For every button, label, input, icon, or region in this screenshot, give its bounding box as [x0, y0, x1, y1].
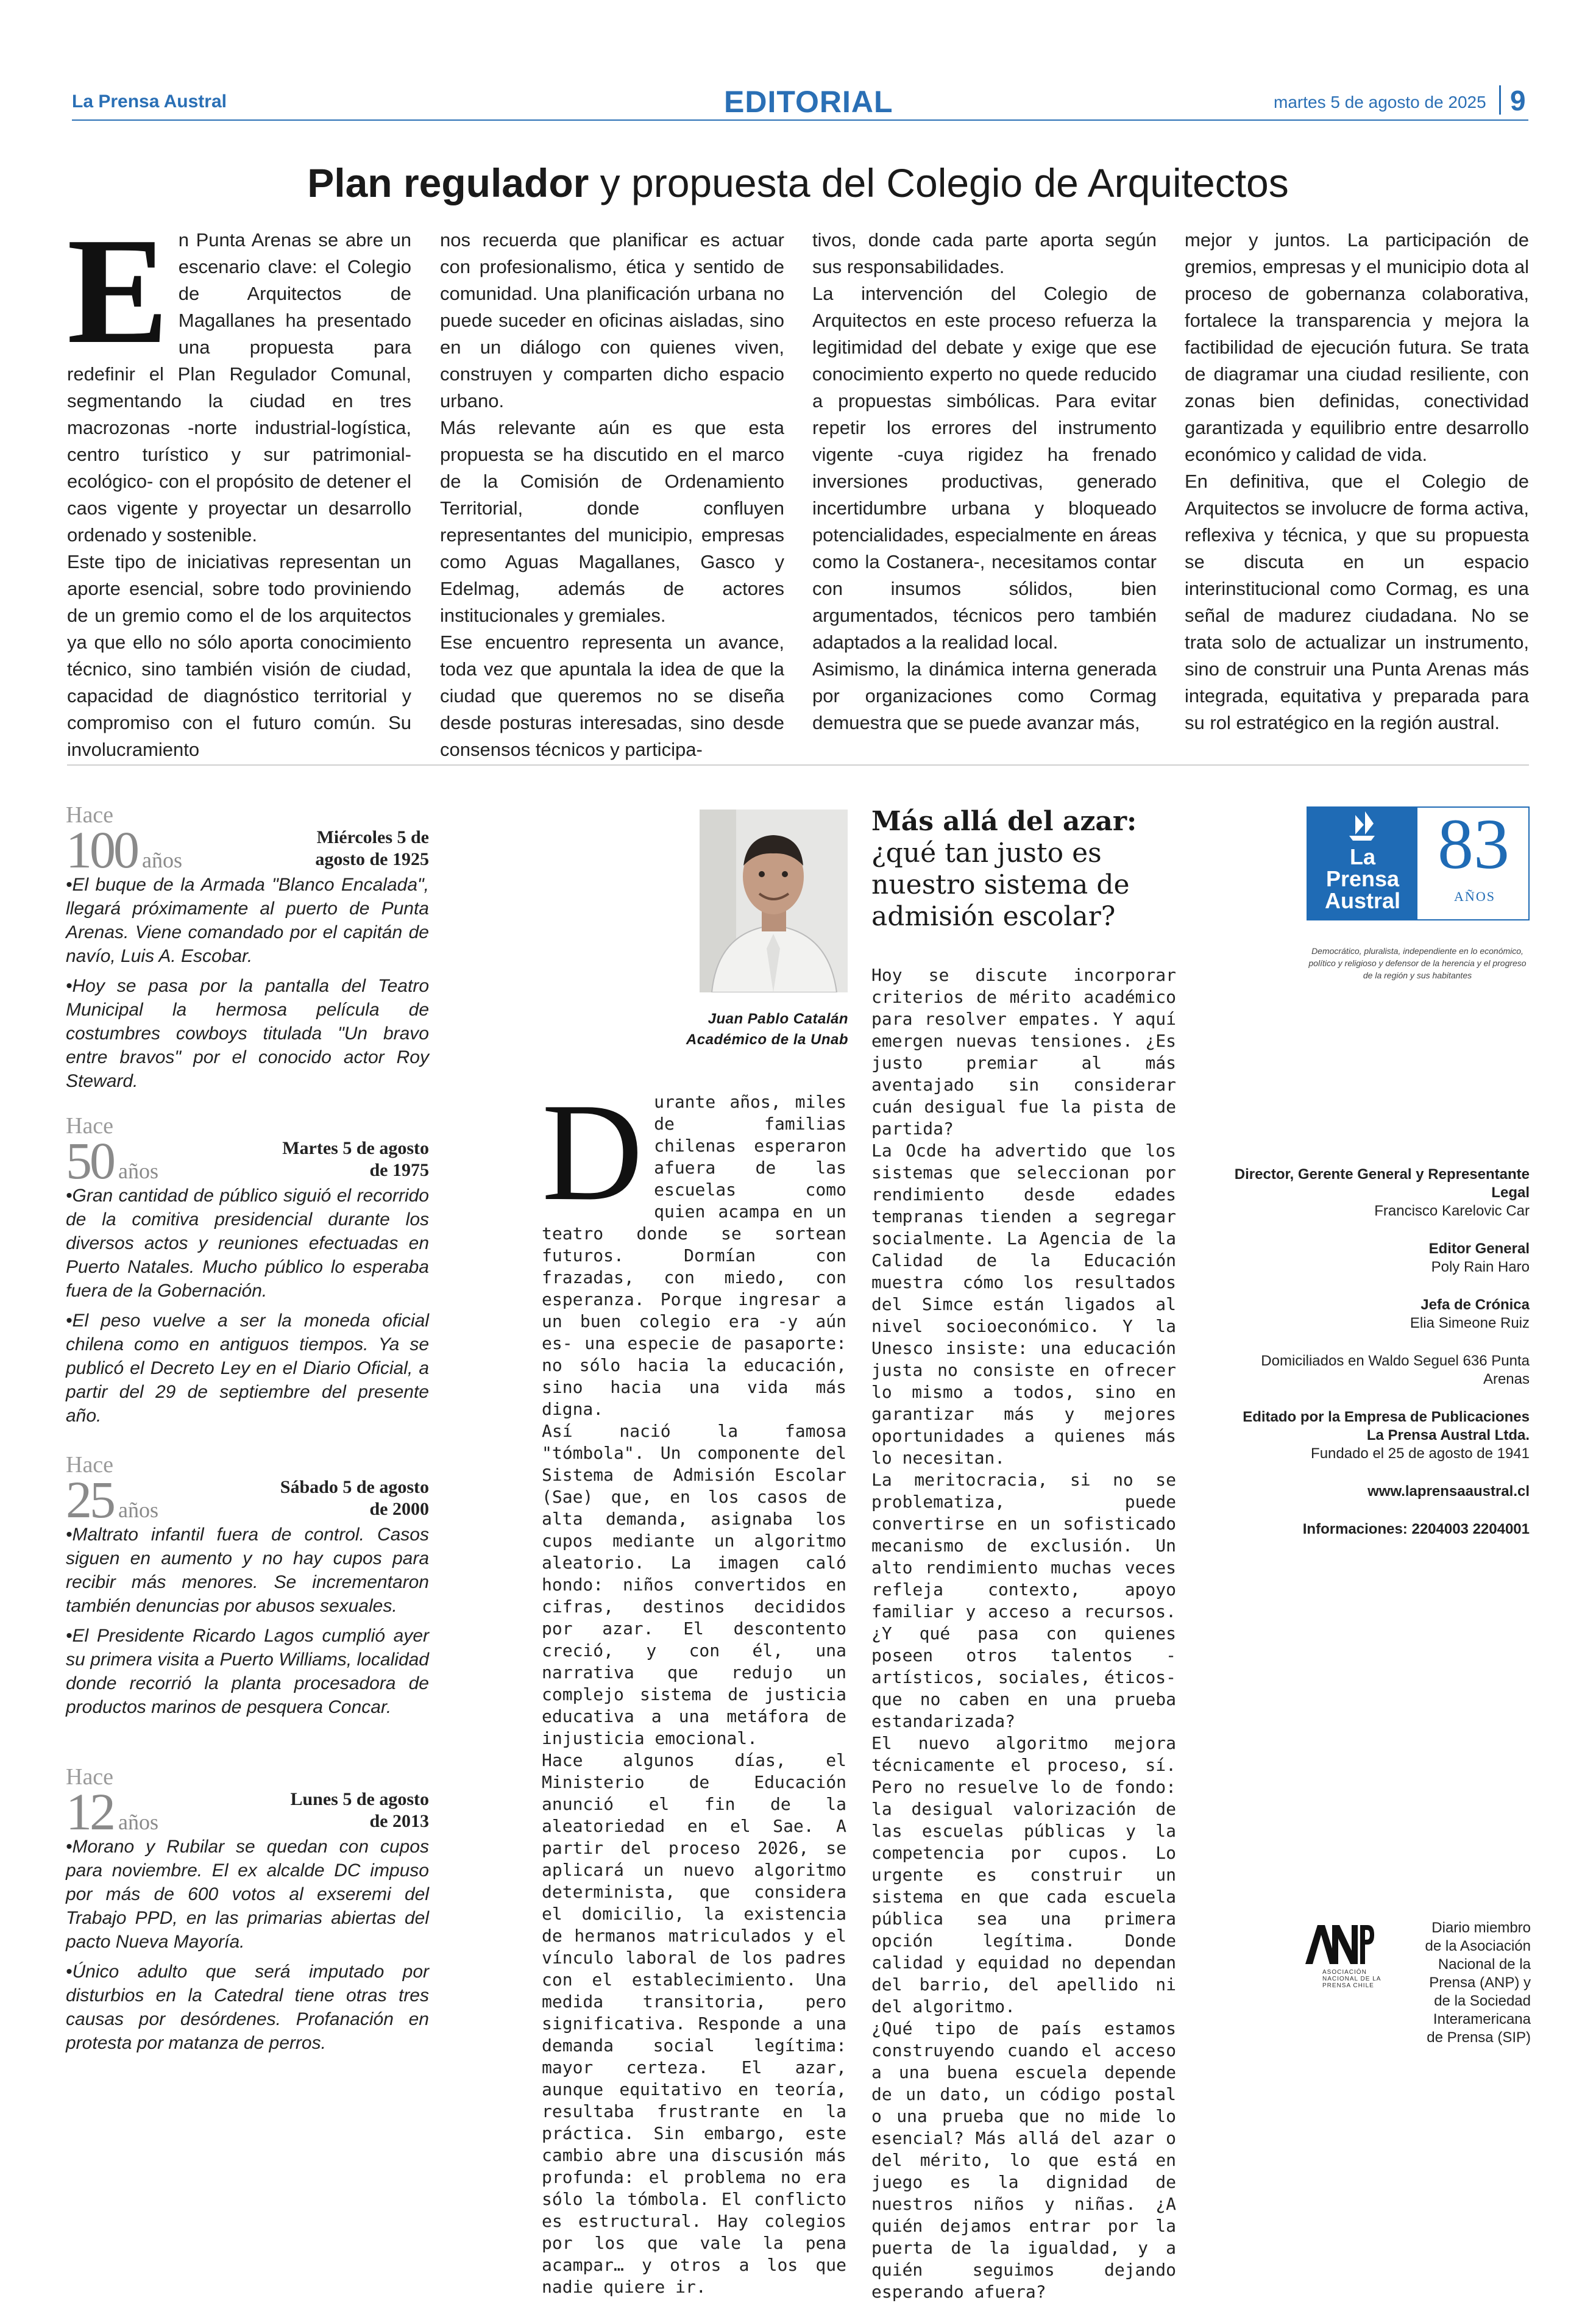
section-divider [67, 764, 1529, 766]
anp-caption: ASOCIACIÓN NACIONAL DE LA PRENSA CHILE [1322, 1969, 1381, 1989]
editorial-headline [0, 160, 1596, 206]
years-number: 50 [66, 1131, 113, 1190]
editorial-column-3 [812, 227, 1157, 736]
logo-line: Austral [1324, 888, 1401, 913]
hace-12-anos [66, 1765, 429, 2061]
staff-entry [1231, 1240, 1530, 1276]
column-headline-rest: ¿qué tan justo es nuestro sistema de admisión escolar? [871, 838, 1130, 932]
staff-entry [1231, 1352, 1530, 1389]
paragraph: La intervención del Colegio de Arquitectos en este proceso refuerza la legitimidad del debate y exige que ese conocimiento experto no quede reducido a propuestas simbólicas. Para evitar repetir los errores del instrumento vigente -cuya rigidez ha frenado inversiones productivas, generado incertidumbre urbana y bloqueado potencialidades, especialmente en áreas como la Costanera-, necesitamos contar con insumos sólidos, bien argumentados, técnicos pero también adaptados a la realidad local. [812, 283, 1157, 653]
headline-bold: Plan regulador [307, 160, 589, 205]
editorial-column-4 [1185, 227, 1529, 736]
historic-date: Martes 5 de agosto de 1975 [282, 1138, 429, 1180]
header-rule [72, 119, 1528, 121]
editorial-column-2 [440, 227, 784, 763]
ship-icon [1307, 806, 1417, 843]
hace-label: Hace [66, 1452, 114, 1478]
staff-label: Director, Gerente General y Representante Legal [1234, 1166, 1530, 1201]
newspaper-motto: Democrático, pluralista, independiente en lo económico, político y religioso y defensor de la herencia y el progreso de la región y sus habitantes [1308, 946, 1527, 980]
staff-value: Elia Simeone Ruiz [1410, 1315, 1530, 1331]
historic-item: •Gran cantidad de público siguió el recorrido de la comitiva presidencial durante los diversos actos y reuniones efectuadas en Puerto Natales. Mucho público lo esperaba fuera de la Gobernación. [66, 1186, 429, 1301]
paragraph: Este tipo de iniciativas representan un aporte esencial, sobre todo proviniendo de un gremio como el de los arquitectos ya que ello no sólo aporta conocimiento técnico, sino también visión de ciudad, capacidad de diagnóstico territorial y compromiso con el futuro común. Su involucramiento [67, 551, 411, 760]
historic-item: •Morano y Rubilar se quedan con cupos para noviembre. El ex alcalde DC impuso por más de 600 votos al exseremi del Trabajo PPD, en las primarias abiertas del pacto Nueva Mayoría. [66, 1837, 429, 1952]
historic-item: •Hoy se pasa por la pantalla del Teatro Municipal la hermosa película de costumbres cowboys titulada "Un bravo entre bravos" por el conocido actor Roy Steward. [66, 976, 429, 1091]
paragraph: ¿Qué tipo de país estamos construyendo cuando el acceso a una buena escuela depende de un dato, un código postal o una prueba que no mide lo esencial? Más allá del azar o del mérito, lo que está en juego es la dignidad de nuestros niños y niñas. ¿A quién dejamos entrar por la puerta de la igualdad, y a quién seguimos dejando esperando afuera? [871, 2018, 1176, 2302]
historic-date: Lunes 5 de agosto de 2013 [290, 1789, 429, 1831]
paragraph: Hace algunos días, el Ministerio de Educación anunció el fin de la aleatoriedad en el Sae. A partir del proceso 2026, se aplicará un nuevo algoritmo determinista, que considera el domicilio, la existencia de hermanos matriculados y el vínculo laboral de los padres con el establecimiento. Una medida transitoria, pero significativa. Responde a una demanda social legítima: mayor certeza. El azar, aunque equitativo en teoría, resultaba frustrante en la práctica. Sin embargo, este cambio abre una discusión más profunda: el problema no era sólo la tómbola. El conflicto es estructural. Hay colegios por los que vale la pena acampar… y otros a los que nadie quiere ir. [542, 1750, 846, 2297]
author-credit [658, 1009, 848, 1050]
anp-membership-text: Diario miembro de la Asociación Nacional de la Prensa (ANP) y de la Sociedad Interamericana de Prensa (SIP) [1425, 1920, 1531, 2046]
years-label: años [118, 1498, 158, 1522]
drop-cap: D [542, 1074, 644, 1230]
column-text-right [871, 964, 1176, 2303]
column-headline [871, 806, 1201, 933]
paragraph: mejor y juntos. La participación de gremios, empresas y el municipio dota al proceso de gobernanza colaborativa, fortalece la transparencia y mejora la factibilidad de ejecución futura. Se trata de diagramar una ciudad resiliente, con zonas bien definidas, conectividad garantizada y equilibrio entre desarrollo económico y calidad de vida. [1185, 229, 1529, 465]
editorial-column-1 [67, 207, 411, 763]
hace-100-anos [66, 803, 429, 1099]
paragraph: Asimismo, la dinámica interna generada por organizaciones como Cormag demuestra que se puede avanzar más, [812, 658, 1157, 733]
column-headline-bold: Más allá del azar: [871, 806, 1137, 837]
phone-info: Informaciones: 2204003 2204001 [1302, 1521, 1530, 1537]
historic-item: •Único adulto que será imputado por disturbios en la Catedral tiene otras tres causas por desórdenes. Profanación en protesta por matanza de perros. [66, 1962, 429, 2053]
hace-label: Hace [66, 1764, 114, 1790]
header-divider [1499, 85, 1501, 115]
logo-line: Prensa [1325, 866, 1400, 891]
years-label: años [118, 1810, 158, 1834]
staff-entry [1231, 1166, 1530, 1220]
column-text-left [542, 1074, 846, 2298]
page-number: 9 [1510, 85, 1526, 116]
issue-date: martes 5 de agosto de 2025 [1274, 93, 1486, 112]
drop-cap: E [67, 207, 169, 376]
paragraph: La Ocde ha advertido que los sistemas que seleccionan por rendimiento desde edades tempranas tienden a segregar socialmente. La Agencia de la Calidad de la Educación muestra cómo los resultados del Simce están ligados al nivel socioeconómico. Y la Unesco insiste: una educación justa no consiste en ofrecer lo mismo a todos, sino en garantizar más y mejores oportunidades a quienes más lo necesitan. [871, 1141, 1176, 1468]
years-number: 100 [66, 820, 137, 879]
author-portrait-icon [700, 810, 848, 992]
paragraph: El nuevo algoritmo mejora técnicamente el proceso, sí. Pero no resuelve lo de fondo: la desigual valorización de las escuelas públicas y la competencia por cupos. Lo urgente es construir un sistema en que cada escuela pública sea una primera opción legítima. Donde calidad y equidad no dependan del barrio, del apellido ni del algoritmo. [871, 1733, 1176, 2016]
staff-label: Editado por la Empresa de Publicaciones La Prensa Austral Ltda. [1243, 1409, 1530, 1443]
paragraph: tivos, donde cada parte aporta según sus responsabilidades. [812, 229, 1157, 277]
historic-item: •El peso vuelve a ser la moneda oficial chilena como en antiguos tiempos. Ya se publicó el Decreto Ley en el Diario Oficial, a partir del 29 de septiembre del presente año. [66, 1311, 429, 1426]
paragraph: urante años, miles de familias chilenas esperaron afuera de las escuelas como quien acampa en un teatro donde se sortean futuros. Dormían con frazadas, con miedo, con esperanza. Porque ingresar a un buen colegio era -y aún es- una especie de pasaporte: no sólo hacia la educación, sino hacia una vida más digna. [542, 1092, 846, 1419]
historic-date: Miércoles 5 de agosto de 1925 [315, 827, 429, 869]
years-label: años [142, 848, 182, 872]
paragraph: La meritocracia, si no se problematiza, puede convertirse en un sofisticado mecanismo de exclusión. Un alto rendimiento muchas veces refleja contexto, apoyo familiar y acceso a recursos. ¿Y qué pasa con quienes poseen otros talentos -artísticos, sociales, éticos- que no caben en una prueba estandarizada? [871, 1470, 1176, 1731]
paragraph: Así nació la famosa "tómbola". Un componente del Sistema de Admisión Escolar (Sae) que, en los casos de alta demanda, asignaba los cupos mediante un algoritmo aleatorio. La imagen caló hondo: niños convertidos en cifras, destinos decididos por azar. El descontento creció, y con él, una narrativa que redujo un complejo sistema de justicia educativa a una metáfora de injusticia emocional. [542, 1421, 846, 1748]
staff-label: Jefa de Crónica [1420, 1297, 1530, 1313]
staff-value: Poly Rain Haro [1431, 1259, 1530, 1275]
paragraph: Más relevante aún es que esta propuesta se ha discutido en el marco de la Comisión de Ordenamiento Territorial, donde confluyen representantes del municipio, empresas como Aguas Magallanes, Gasco y Edelmag, además de actores institucionales y gremiales. [440, 417, 784, 626]
headline-rest: y propuesta del Colegio de Arquitectos [589, 160, 1289, 205]
paragraph: nos recuerda que planificar es actuar con profesionalismo, ética y sentido de comunidad. Una planificación urbana no puede suceder en oficinas aisladas, sino en un diálogo con quienes viven, construyen y comparten dicho espacio urbano. [440, 229, 784, 411]
logo-wordmark [1310, 846, 1415, 912]
hace-50-anos [66, 1114, 429, 1434]
author-role: Académico de la Unab [686, 1031, 848, 1048]
historic-item: •El Presidente Ricardo Lagos cumplió ayer su primera visita a Puerto Williams, localidad donde recorrió la planta procesadora de productos marinos de pesquera Concar. [66, 1626, 429, 1717]
paragraph: n Punta Arenas se abre un escenario clave: el Colegio de Arquitectos de Magallanes ha presentado una propuesta para redefinir el Plan Regulador Comunal, segmentando la ciudad en tres macrozonas -norte industrial-logística, centro turístico y sur patrimonial-ecológico- con el propósito de detener el caos vigente y proyectar un desarrollo ordenado y sostenible. [67, 229, 411, 546]
staff-value: Domiciliados en Waldo Seguel 636 Punta Arenas [1261, 1353, 1530, 1387]
newspaper-name: La Prensa Austral [72, 91, 227, 112]
staff-box [1231, 1166, 1530, 1539]
hace-25-anos [66, 1453, 429, 1725]
hace-label: Hace [66, 1113, 114, 1139]
years-label: años [118, 1159, 158, 1183]
hace-label: Hace [66, 802, 114, 828]
anp-logo [1304, 1920, 1374, 1966]
paragraph: En definitiva, que el Colegio de Arquitectos se involucre de forma activa, reflexiva y técnica, y que su propuesta se discuta en un espacio interinstitucional como Cormag, es una señal de madurez ciudadana. No se trata solo de actualizar un instrumento, sino de construir una Punta Arenas más integrada, equitativa y preparada para su rol estratégico en la región austral. [1185, 471, 1529, 733]
years-number: 12 [66, 1782, 113, 1841]
author-name: Juan Pablo Catalán [708, 1011, 848, 1027]
historic-date: Sábado 5 de agosto de 2000 [280, 1477, 429, 1519]
author-photo [700, 810, 848, 992]
historic-item: •Maltrato infantil fuera de control. Casos siguen en aumento y no hay cupos para recibir más menores. Se incrementaron también denuncias por abusos sexuales. [66, 1525, 429, 1616]
historic-item: •El buque de la Armada "Blanco Encalada", llegará próximamente al puerto de Punta Arenas. Viene comandado por el capitán de navío, Luis A. Escobar. [66, 875, 429, 966]
anniversary-number: 83 [1438, 804, 1509, 884]
staff-value: Fundado el 25 de agosto de 1941 [1311, 1445, 1530, 1462]
years-number: 25 [66, 1470, 113, 1529]
staff-entry [1231, 1408, 1530, 1463]
staff-entry [1231, 1296, 1530, 1333]
anp-logo-icon [1304, 1920, 1374, 1966]
section-title: EDITORIAL [724, 85, 893, 119]
paragraph: Hoy se discute incorporar criterios de mérito académico para resolver empates. Y aquí emergen nuevas tensiones. ¿Es justo premiar al más aventajado sin considerar cuán desigual fue la pista de partida? [871, 965, 1176, 1139]
staff-value: Francisco Karelovic Car [1374, 1203, 1530, 1219]
website-link[interactable]: www.laprensaaustral.cl [1367, 1483, 1530, 1500]
paragraph: Ese encuentro representa un avance, toda vez que apuntala la idea de que la ciudad que queremos no se diseña desde posturas interesadas, sino desde consensos técnicos y participa- [440, 632, 784, 760]
staff-label: Editor General [1428, 1240, 1530, 1257]
logo-line: La [1349, 844, 1375, 869]
anniversary-label: AÑOS [1454, 889, 1495, 904]
